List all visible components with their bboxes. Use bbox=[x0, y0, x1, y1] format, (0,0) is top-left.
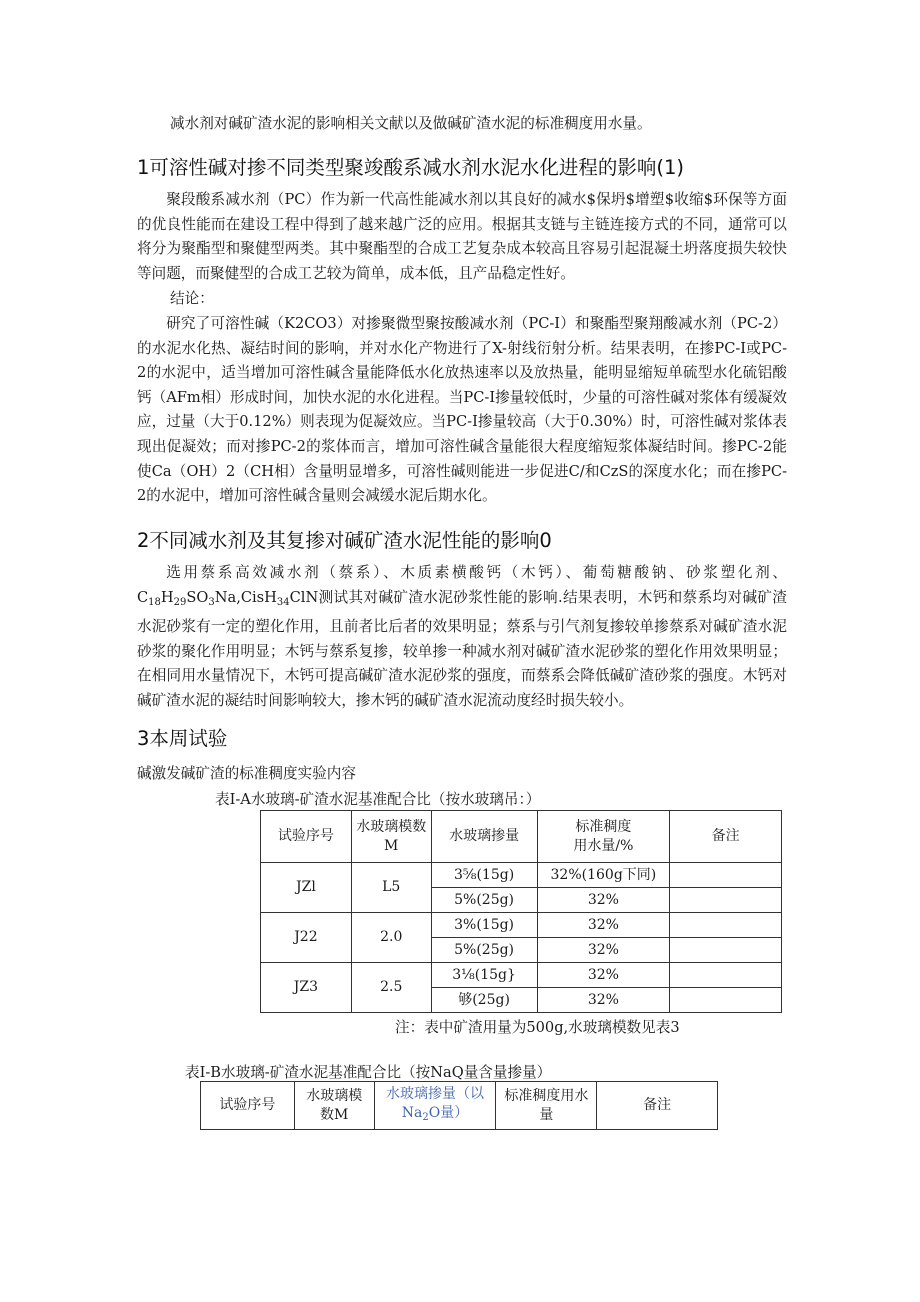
cell-dose: 3⅝(15g) bbox=[431, 863, 537, 888]
cell-id: JZl bbox=[261, 863, 352, 913]
header-modulus: 水玻璃模数 M bbox=[351, 811, 431, 863]
section-2-heading: 2不同减水剂及其复掺对碱矿渣水泥性能的影响0 bbox=[137, 529, 552, 552]
table-row bbox=[261, 863, 782, 888]
header-remark: 备注 bbox=[597, 1082, 718, 1130]
section-2-paragraph bbox=[137, 561, 787, 714]
conclusion-label: 结论： bbox=[170, 290, 214, 307]
table-a-note: 注：表中矿渣用量为500g,水玻璃模数见表3 bbox=[395, 1019, 680, 1036]
table-row bbox=[261, 963, 782, 988]
header-water: 标准稠度 用水量/% bbox=[537, 811, 670, 863]
cell-water: 32% bbox=[537, 938, 670, 963]
cell-water: 32% bbox=[537, 888, 670, 913]
cell-water: 32% bbox=[537, 913, 670, 938]
table-a-header-row bbox=[261, 811, 782, 863]
header-modulus: 水玻璃模 数M bbox=[294, 1082, 374, 1130]
cell-modulus: L5 bbox=[351, 863, 431, 913]
intro-text: 减水剂对碱矿渣水泥的影响相关文献以及做碱矿渣水泥的标准稠度用水量。 bbox=[170, 115, 652, 132]
chemical-formula: $C_{18}H_{29}SO_3Na,CisH_{34}ClN$ bbox=[137, 588, 319, 608]
cell-modulus: 2.0 bbox=[351, 913, 431, 963]
header-remark: 备注 bbox=[670, 811, 782, 863]
cell-remark bbox=[670, 988, 782, 1013]
cell-remark bbox=[670, 938, 782, 963]
cell-water: 32%(160g下同) bbox=[537, 863, 670, 888]
cell-id: J22 bbox=[261, 913, 352, 963]
table-b-caption: 表I-B水玻璃-矿渣水泥基准配合比（按NaQ量含量掺量） bbox=[185, 1064, 552, 1081]
cell-remark bbox=[670, 888, 782, 913]
cell-modulus: 2.5 bbox=[351, 963, 431, 1013]
cell-remark bbox=[670, 913, 782, 938]
table-row bbox=[261, 913, 782, 938]
section-3-subtitle: 碱激发碱矿渣的标准稠度实验内容 bbox=[137, 765, 356, 782]
section-1-paragraph: 聚段酸系减水剂（PC）作为新一代高性能减水剂以其良好的减水$保坍$增塑$收缩$环保等方面的优良性能而在建设工程中得到了越来越广泛的应用。根据其支链与主链连接方式的不同，通常可以将分为聚酯型和聚健型两类。其中聚酯型的合成工艺复杂成本较高且容易引起混凝土坍落度损失较快等问题，而聚健型的合成工艺较为简单，成本低，且产品稳定性好。 bbox=[137, 191, 787, 282]
cell-water: 32% bbox=[537, 963, 670, 988]
cell-dose: 够(25g) bbox=[431, 988, 537, 1013]
section-1-heading: 1可溶性碱对掺不同类型聚竣酸系减水剂水泥水化进程的影响(1) bbox=[137, 156, 685, 179]
cell-id: JZ3 bbox=[261, 963, 352, 1013]
header-water: 标准稠度用水 量 bbox=[496, 1082, 597, 1130]
section-1-conclusion-paragraph: 研究了可溶性碱（K2CO3）对掺聚微型聚按酸减水剂（PC-I）和聚酯型聚翔酸减水剂（PC-2）的水泥水化热、凝结时间的影响，并对水化产物进行了X-射线衍射分析。结果表明，在掺PC-I或PC-2的水泥中，适当增加可溶性碱含量能降低水化放热速率以及放热量，能明显缩短单硫型水化硫铝酸钙（AFm相）形成时间，加快水泥的水化进程。当PC-I掺量较低时，少量的可溶性碱对浆体有缓凝效应，过量（大于0.12%）则表现为促凝效应。当PC-I掺量较高（大于0.30%）时，可溶性碱对浆体表现出促凝效；而对掺PC-2的浆体而言，增加可溶性碱含量能很大程度缩短浆体凝结时间。掺PC-2能使Ca（OH）2（CH相）含量明显增多，可溶性碱则能进一步促进C/和CzS的深度水化；而在掺PC-2的水泥中，增加可溶性碱含量则会减缓水泥后期水化。 bbox=[137, 315, 787, 505]
table-b bbox=[200, 1081, 718, 1130]
header-trial-id: 试验序号 bbox=[261, 811, 352, 863]
header-dosage: 水玻璃掺量（以 $Na_2O$量） bbox=[374, 1082, 496, 1130]
section-2-paragraph-rest: 测试其对碱矿渣水泥砂浆性能的影响.结果表明，木钙和蔡系均对碱矿渣水泥砂浆有一定的塑化作用，且前者比后者的效果明显；蔡系与引气剂复掺较单掺蔡系对碱矿渣水泥砂浆的聚化作用明显；木钙与蔡系复掺，较单掺一种减水剂对碱矿渣水泥砂浆的塑化作用效果明显；在相同用水量情况下，木钙可提高碱矿渣水泥砂浆的强度，而蔡系会降低碱矿渣砂浆的强度。木钙对碱矿渣水泥的凝结时间影响较大，掺木钙的碱矿渣水泥流动度经时损失较小。 bbox=[137, 588, 787, 709]
cell-dose: 3⅛(15g} bbox=[431, 963, 537, 988]
cell-remark bbox=[670, 963, 782, 988]
cell-dose: 3%(15g) bbox=[431, 913, 537, 938]
section-2-paragraph-start: 选用蔡系高效减水剂（蔡系）、木质素横酸钙（木钙）、葡萄糖酸钠、砂浆塑化剂、 bbox=[166, 564, 787, 581]
section-3-heading: 3本周试验 bbox=[137, 727, 228, 750]
table-a-caption: 表I-A水玻璃-矿渣水泥基准配合比（按水玻璃吊：） bbox=[215, 791, 541, 808]
table-a bbox=[260, 810, 782, 1013]
table-b-header-row bbox=[201, 1082, 718, 1130]
cell-dose: 5%(25g) bbox=[431, 888, 537, 913]
cell-water: 32% bbox=[537, 988, 670, 1013]
header-trial-id: 试验序号 bbox=[201, 1082, 295, 1130]
cell-remark bbox=[670, 863, 782, 888]
header-dosage: 水玻璃掺量 bbox=[431, 811, 537, 863]
cell-dose: 5%(25g) bbox=[431, 938, 537, 963]
